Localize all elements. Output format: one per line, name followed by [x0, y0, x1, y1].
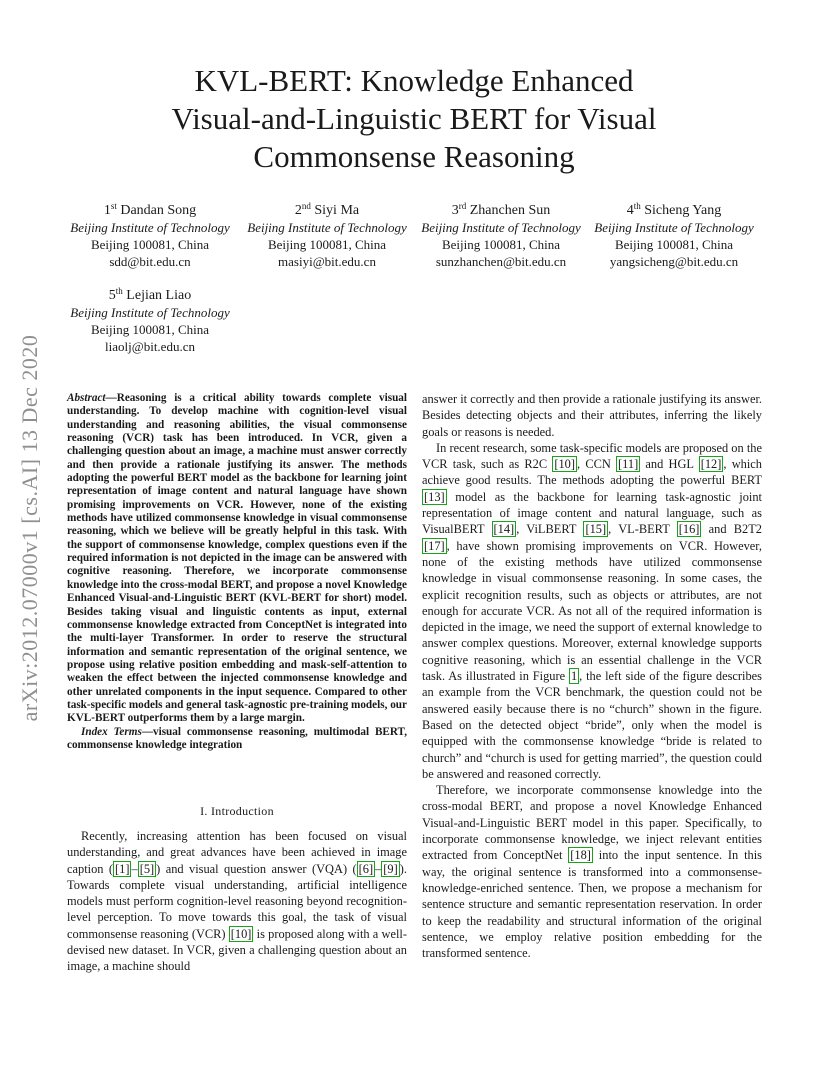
- citation-link[interactable]: [14]: [493, 522, 515, 537]
- abstract: [67, 392, 407, 752]
- author-name: 3rd Zhanchen Sun: [451, 201, 551, 218]
- title-line-1: KVL-BERT: Knowledge Enhanced: [194, 63, 634, 98]
- intro-paragraph-cont: answer it correctly and then provide a rationale justifying its answer. Besides detecting objects and their attributes, inferring the likely goals or reasons is needed.: [422, 392, 762, 439]
- author-email: masiyi@bit.edu.cn: [278, 254, 376, 269]
- arxiv-identifier: [10, 298, 50, 758]
- author-affiliation: Beijing Institute of Technology: [70, 220, 230, 235]
- author-affiliation: Beijing Institute of Technology: [594, 220, 754, 235]
- paper-title: [0, 62, 828, 176]
- citation-link[interactable]: [12]: [700, 457, 722, 472]
- intro-left-column: [67, 828, 407, 975]
- citation-link[interactable]: [16]: [678, 522, 700, 537]
- citation-link[interactable]: [13]: [424, 489, 445, 504]
- citation-link[interactable]: [15]: [585, 522, 607, 537]
- author-email: liaolj@bit.edu.cn: [105, 339, 195, 354]
- citation-link[interactable]: [6]: [358, 861, 374, 876]
- arxiv-identifier-text: arXiv:2012.07000v1 [cs.AI] 13 Dec 2020: [17, 334, 42, 722]
- citation-link[interactable]: [11]: [618, 457, 639, 472]
- author-block-1: [60, 202, 240, 270]
- citation-link[interactable]: [5]: [139, 861, 155, 876]
- author-city: Beijing 100081, China: [441, 237, 561, 252]
- title-line-3: Commonsense Reasoning: [253, 139, 575, 174]
- author-block-3: [411, 202, 591, 270]
- intro-right-column: [422, 391, 762, 961]
- author-email: yangsicheng@bit.edu.cn: [609, 254, 739, 269]
- figure-link[interactable]: 1: [570, 669, 578, 684]
- author-affiliation: Beijing Institute of Technology: [70, 305, 230, 320]
- author-name: 4th Sicheng Yang: [626, 201, 722, 218]
- intro-paragraph-2: In recent research, some task-specific models are proposed on the VCR task, such as R2C [10] , CCN [11] and HGL [12] , which achieve good results. The methods adopting the powerful BERT [13] model as the backbone for learning task-agnostic joint representation of image content and natural language, such as VisualBERT [14] , ViLBERT [15] , VL-BERT [16] and B2T2 [17] , have shown promising improvements on VCR. However, none of the existing methods have utilized commonsense knowledge in visual commonsense reasoning. In some cases, the explicit recognition results, such as objects or attributes, are not enough for accurate VCR. As not all of the required information is depicted in the image, we need the support of external knowledge to answer complex questions. Moreover, external knowledge supports cognitive reasoning, which is an essential challenge in the VCR task. As illustrated in Figure 1 , the left side of the figure describes an example from the VCR benchmark, the question could not be answered easily because there is no “church” shown in the figure. Based on the detected object “bride”, only when the model is equipped with the commonsense knowledge “bride is related to church” and “church is used for getting married”, the question could be answered and reasoned correctly.: [422, 440, 762, 781]
- citation-link[interactable]: [9]: [383, 861, 398, 876]
- author-name: 2nd Siyi Ma: [294, 201, 360, 218]
- index-terms-text: —visual commonsense reasoning, multimodal BERT, commonsense knowledge integration: [67, 725, 407, 751]
- author-name: 1st Dandan Song: [103, 201, 197, 218]
- author-city: Beijing 100081, China: [90, 322, 210, 337]
- citation-link[interactable]: [10]: [230, 926, 252, 941]
- index-terms: [67, 726, 407, 753]
- author-affiliation: Beijing Institute of Technology: [247, 220, 407, 235]
- author-name: 5th Lejian Liao: [108, 286, 192, 303]
- intro-paragraph-3: Therefore, we incorporate commonsense knowledge into the cross-modal BERT, and propose a novel Knowledge Enhanced Visual-and-Linguistic BERT model in this paper. Specifically, to incorporate commonsense knowledge, we inject relevant entities extracted from ConceptNet [18] into the input sentence. In this way, the original sentence is transformed into a commonsense-knowledge-enriched sentence. Then, we propose a mechanism for sentence structure and semantic representation reservation. In order to keep the readability and structural information of the original sentence, we employ relative position embedding for the transformed sentence.: [422, 783, 762, 961]
- title-line-2: Visual-and-Linguistic BERT for Visual: [171, 101, 657, 136]
- citation-link[interactable]: [1]: [115, 861, 130, 876]
- author-block-5: [60, 287, 240, 355]
- citation-link[interactable]: [17]: [424, 538, 445, 553]
- author-email: sdd@bit.edu.cn: [109, 254, 191, 269]
- intro-paragraph-1: Recently, increasing attention has been focused on visual understanding, and great advances have been achieved in image caption ( [1] – [5] ) and visual question answer (VQA) ( [6] – [9] ). Towards complete visual understanding, artificial intelligence models must perform cognition-level reasoning beyond recognition-level perception. To move towards this goal, the task of visual commonsense reasoning (VCR) [10] is proposed along with a well-devised new dataset. In VCR, given a challenging question about an image, a machine should: [67, 829, 407, 974]
- author-affiliation: Beijing Institute of Technology: [421, 220, 581, 235]
- author-city: Beijing 100081, China: [267, 237, 387, 252]
- author-city: Beijing 100081, China: [90, 237, 210, 252]
- citation-link[interactable]: [18]: [570, 848, 591, 863]
- section-heading: I. Introduction: [200, 804, 274, 818]
- author-block-4: [584, 202, 764, 270]
- citation-link[interactable]: [10]: [554, 457, 576, 472]
- abstract-heading: Abstract: [67, 392, 106, 404]
- index-terms-heading: Index Terms: [81, 725, 142, 738]
- author-email: sunzhanchen@bit.edu.cn: [435, 254, 567, 269]
- author-city: Beijing 100081, China: [614, 237, 734, 252]
- abstract-text: —Reasoning is a critical ability towards complete visual understanding. To develop machine with cognition-level visual understanding and reasoning abilities, the visual commonsense reasoning (VCR) task has been introduced. In VCR, given a challenging question about an image, a machine must answer correctly and then provide a rationale justifying its answer. The methods adopting the powerful BERT model as the backbone for learning joint representation of image content and natural language have shown promising improvements on VCR. However, none of the existing methods have utilized commonsense knowledge in visual commonsense reasoning, which we believe will be greatly helpful in this task. With the support of commonsense knowledge, complex questions even if the required information is not depicted in the image can be answered with cognitive reasoning. Therefore, we incorporate commonsense knowledge into the cross-modal BERT, and propose a novel Knowledge Enhanced Visual-and-Linguistic BERT (KVL-BERT for short) model. Besides taking visual and linguistic contents as input, external commonsense knowledge extracted from ConceptNet is integrated into the multi-layer Transformer. In order to reserve the structural information and semantic representation of the original sentence, we propose using relative position embedding and mask-self-attention to weaken the effect between the injected commonsense knowledge and other unrelated components in the input sequence. Compared to other task-specific models and general task-agnostic pre-training models, our KVL-BERT outperforms them by a large margin.: [67, 392, 407, 725]
- author-block-2: [237, 202, 417, 270]
